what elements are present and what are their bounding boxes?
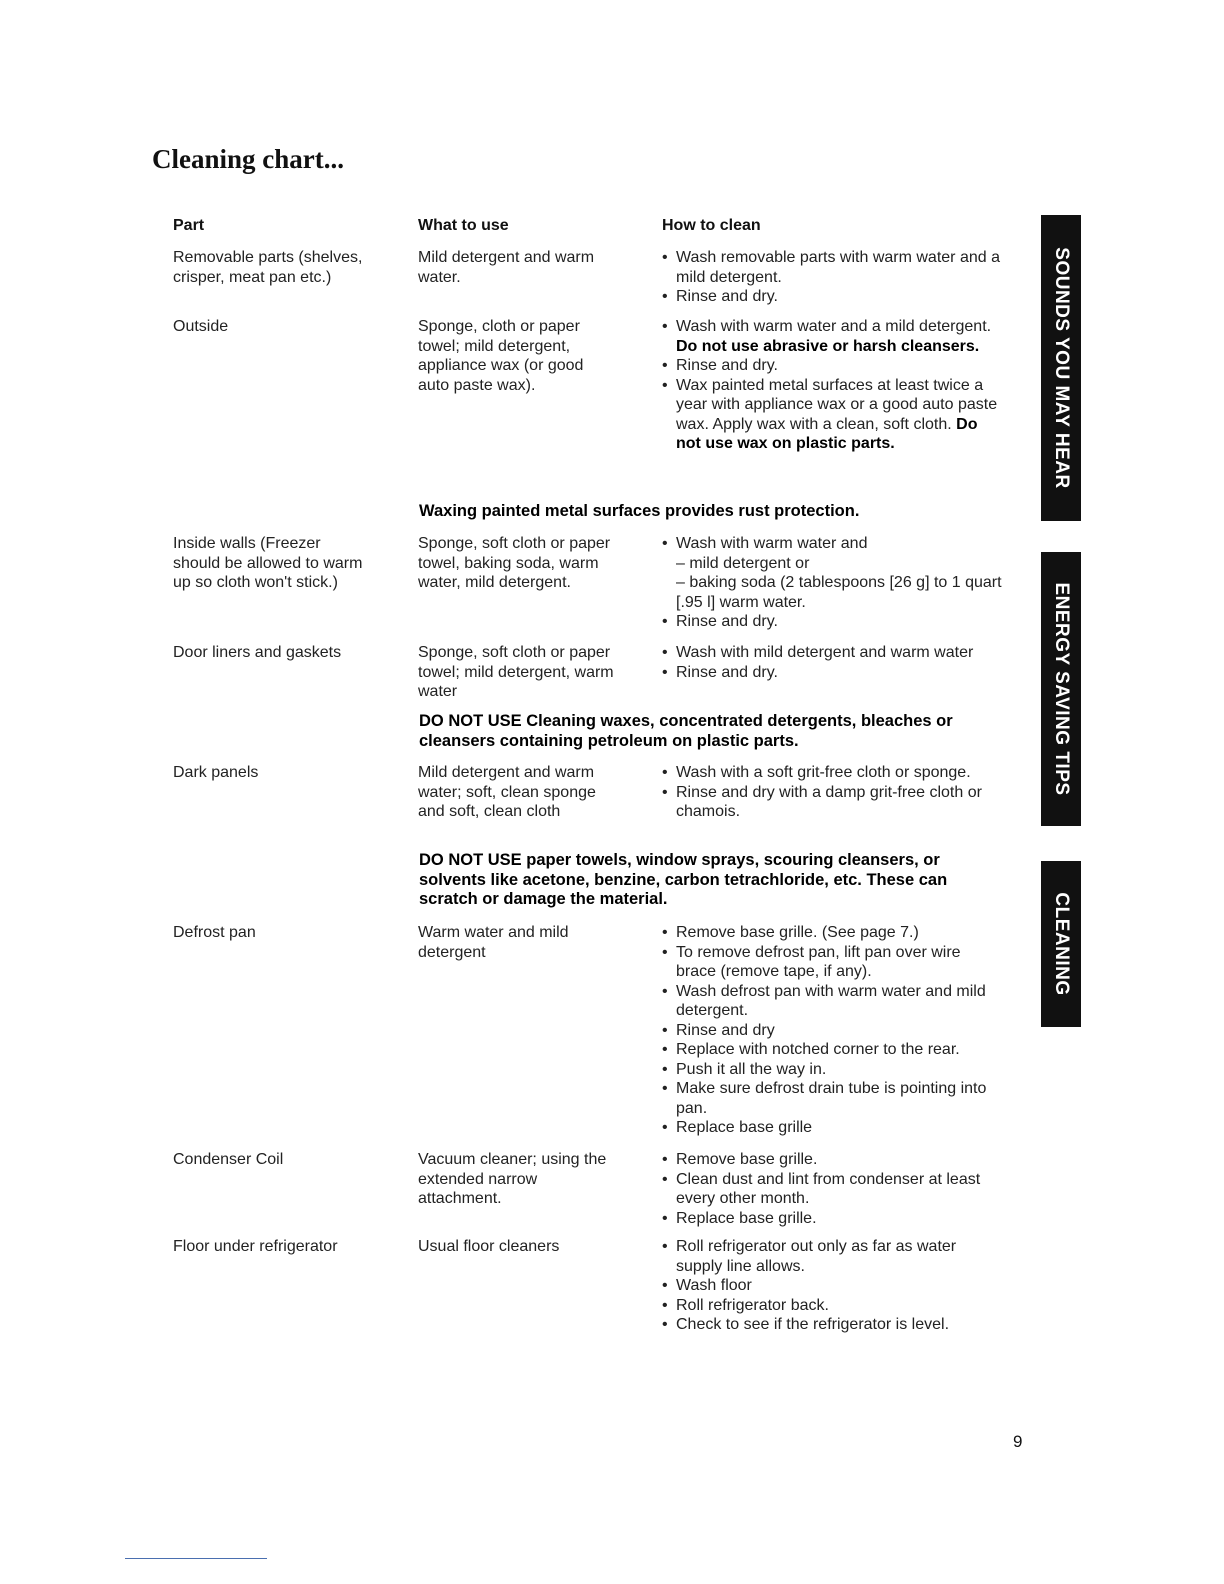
- how-to-clean-step: [662, 573, 1002, 612]
- how-to-clean-step: [662, 763, 1002, 783]
- how-to-clean-step: [662, 248, 1002, 287]
- how-to-clean-step: [662, 356, 1002, 376]
- how-to-clean-step: [662, 554, 1002, 574]
- how-to-clean-step: [662, 982, 1002, 1021]
- step-text: Clean dust and lint from condenser at least every other month.: [676, 1170, 981, 1207]
- step-text: Wash with warm water and a mild detergent.: [676, 318, 992, 335]
- how-to-clean-list: [662, 643, 1002, 682]
- tab-sounds-you-may-hear[interactable]: [1041, 215, 1081, 521]
- how-to-clean-step: [662, 1118, 1002, 1138]
- how-to-clean-step: [662, 663, 1002, 683]
- tab-energy-saving-tips[interactable]: [1041, 552, 1081, 826]
- how-to-clean-step: [662, 783, 1002, 822]
- page-number: 9: [1013, 1432, 1023, 1451]
- what-to-use-cell: Sponge, soft cloth or paper towel; mild detergent, warm water: [418, 644, 614, 700]
- step-warning-text: Do not use abrasive or harsh cleansers.: [676, 337, 980, 355]
- warning-plastic: DO NOT USE Cleaning waxes, concentrated detergents, bleaches or cleansers containing petroleum on plastic parts.: [419, 712, 953, 750]
- how-to-clean-step: [662, 534, 1002, 554]
- step-text: Push it all the way in.: [676, 1060, 827, 1078]
- how-to-clean-step: [662, 943, 1002, 982]
- tab-sounds-label: SOUNDS YOU MAY HEAR: [1051, 247, 1072, 489]
- how-to-clean-step: [662, 317, 1002, 356]
- how-to-clean-step: [662, 1060, 1002, 1080]
- step-text: Replace base grille: [676, 1119, 813, 1136]
- how-to-clean-step: [662, 643, 1002, 663]
- how-to-clean-step: [662, 1276, 1002, 1296]
- step-text: Replace base grille.: [676, 1209, 817, 1227]
- how-to-clean-step: [662, 287, 1002, 307]
- step-text: Rinse and dry.: [676, 288, 778, 305]
- how-to-clean-step: [662, 1315, 1002, 1335]
- how-to-clean-list: [662, 534, 1002, 632]
- how-to-clean-list: [662, 1237, 1002, 1335]
- how-to-clean-step: [662, 1170, 1002, 1209]
- what-to-use-cell: Sponge, soft cloth or paper towel, baking soda, warm water, mild detergent.: [418, 535, 611, 591]
- step-text: Rinse and dry: [676, 1021, 775, 1039]
- tab-cleaning[interactable]: [1041, 861, 1081, 1027]
- part-cell: Removable parts (shelves, crisper, meat pan etc.): [173, 249, 363, 286]
- how-to-clean-list: [662, 923, 1002, 1138]
- step-text: Replace with notched corner to the rear.: [676, 1041, 960, 1058]
- how-to-clean-step: [662, 1079, 1002, 1118]
- how-to-clean-step: [662, 1150, 1002, 1170]
- step-text: Make sure defrost drain tube is pointing into pan.: [676, 1080, 987, 1117]
- step-text: Wash with mild detergent and warm water: [676, 644, 974, 661]
- how-to-clean-step: [662, 1040, 1002, 1060]
- header-part: Part: [173, 217, 205, 234]
- step-text: Wash with warm water and: [676, 535, 868, 552]
- how-to-clean-step: [662, 1296, 1002, 1316]
- how-to-clean-step: [662, 923, 1002, 943]
- how-to-clean-step: [662, 1237, 1002, 1276]
- how-to-clean-step: [662, 612, 1002, 632]
- step-text: Rinse and dry.: [676, 613, 778, 630]
- step-warning-text: Do not use wax on plastic parts.: [676, 415, 978, 452]
- header-how-to-clean: How to clean: [662, 217, 761, 234]
- step-text: Wash with a soft grit-free cloth or sponge.: [676, 764, 971, 781]
- warning-panels: DO NOT USE paper towels, window sprays, scouring cleansers, or solvents like acetone, benzine, carbon tetrachloride, etc. These can scratch or damage the material.: [419, 851, 948, 908]
- part-cell: Defrost pan: [173, 924, 256, 941]
- how-to-clean-list: [662, 317, 1002, 454]
- step-text: Check to see if the refrigerator is level.: [676, 1316, 950, 1333]
- part-cell: Inside walls (Freezer should be allowed to warm up so cloth won't stick.): [173, 535, 363, 591]
- header-what-to-use: What to use: [418, 217, 509, 234]
- step-text: Wax painted metal surfaces at least twice a year with appliance wax or a good auto paste wax. Apply wax with a clean, soft cloth.: [676, 376, 998, 433]
- step-text: Remove base grille. (See page 7.): [676, 924, 919, 941]
- how-to-clean-step: [662, 1021, 1002, 1041]
- part-cell: Condenser Coil: [173, 1151, 284, 1168]
- step-text: Rinse and dry with a damp grit-free cloth or chamois.: [676, 783, 982, 820]
- what-to-use-cell: Sponge, cloth or paper towel; mild detergent, appliance wax (or good auto paste wax).: [418, 318, 584, 394]
- tab-cleaning-label: CLEANING: [1051, 892, 1072, 996]
- step-subtext: – baking soda (2 tablespoons [26 g] to 1 quart [.95 l] warm water.: [676, 574, 1002, 611]
- footer-rule: [125, 1558, 267, 1559]
- how-to-clean-step: [662, 1209, 1002, 1229]
- how-to-clean-list: [662, 763, 1002, 822]
- how-to-clean-list: [662, 1150, 1002, 1228]
- step-text: To remove defrost pan, lift pan over wire brace (remove tape, if any).: [676, 943, 961, 980]
- step-text: Rinse and dry.: [676, 357, 778, 374]
- part-cell: Door liners and gaskets: [173, 644, 342, 661]
- what-to-use-cell: Mild detergent and warm water; soft, clean sponge and soft, clean cloth: [418, 764, 596, 820]
- what-to-use-cell: Mild detergent and warm water.: [418, 249, 595, 286]
- part-cell: Floor under refrigerator: [173, 1238, 338, 1255]
- part-cell: Outside: [173, 318, 229, 335]
- part-cell: Dark panels: [173, 764, 259, 781]
- step-text: Remove base grille.: [676, 1151, 818, 1168]
- what-to-use-cell: Vacuum cleaner; using the extended narrow attachment.: [418, 1151, 607, 1207]
- step-text: Wash removable parts with warm water and a mild detergent.: [676, 249, 1000, 286]
- warning-waxing: Waxing painted metal surfaces provides rust protection.: [419, 502, 860, 520]
- how-to-clean-step: [662, 376, 1002, 454]
- how-to-clean-list: [662, 248, 1002, 307]
- what-to-use-cell: Warm water and mild detergent: [418, 924, 569, 961]
- step-text: Wash floor: [676, 1277, 752, 1294]
- step-text: Wash defrost pan with warm water and mild detergent.: [676, 982, 986, 1019]
- step-text: Roll refrigerator out only as far as water supply line allows.: [676, 1238, 957, 1275]
- step-text: Rinse and dry.: [676, 663, 778, 681]
- tab-energy-label: ENERGY SAVING TIPS: [1051, 582, 1072, 796]
- step-text: Roll refrigerator back.: [676, 1296, 829, 1314]
- step-subtext: – mild detergent or: [676, 554, 810, 572]
- what-to-use-cell: Usual floor cleaners: [418, 1238, 560, 1255]
- page-title: Cleaning chart...: [152, 144, 344, 174]
